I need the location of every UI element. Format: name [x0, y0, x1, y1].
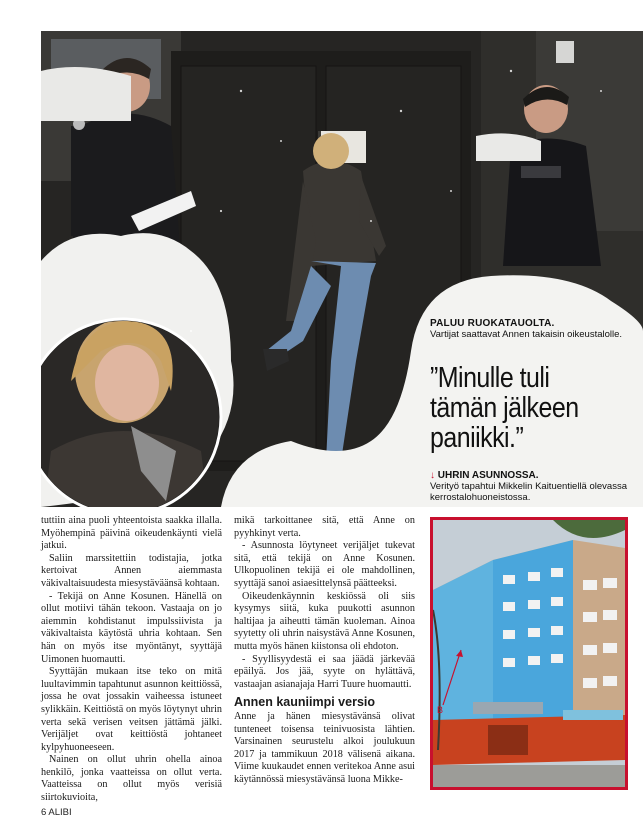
paragraph: mikä tarkoittanee sitä, että Anne on pyyhkinyt verta. [234, 515, 415, 539]
paragraph: - Asunnosta löytyneet verijäljet tukevat sitä, että tekijä on Anne Kosunen. Ulkopuolinen tekijä ei ole mahdollinen, syyttäjä sanoi asiaesittelynsä päätteeksi. [234, 540, 415, 589]
bottom-caption-text: Verityö tapahtui Mikkelin Kaituentiellä olevassa kerrostalohuoneistossa. [430, 481, 627, 503]
article-column-2 [234, 515, 415, 786]
subheading: Annen kauniimpi versio [234, 695, 376, 710]
hero-photo [41, 31, 643, 507]
bottom-caption [430, 470, 635, 503]
marker-label: B [437, 705, 444, 715]
paragraph: Syyttäjän mukaan itse teko on mitä luultavimmin tapahtunut asunnon keittiössä, jossa he ovat jossakin vaiheessa istuneet sylikkäin. Keittiöstä on myös löytynyt uhrin verta sekä verisen veitsen jättämä jälki. Verijäljet ovat keittiöstä johtaneet kylpyhuoneeseen. [41, 666, 222, 753]
top-caption [430, 318, 630, 340]
top-caption-text: Vartijat saattavat Annen takaisin oikeustalolle. [430, 329, 623, 340]
pull-quote: ”Minulle tuli tämän jälkeen paniikki.” [430, 362, 579, 454]
top-caption-title: PALUU RUOKATAUOLTA. [430, 318, 555, 329]
paragraph: tuttiin aina puoli yhteentoista saakka illalla. Myöhempinä päivinä oikeudenkäynti vielä jatkui. [41, 515, 222, 552]
bottom-caption-title: UHRIN ASUNNOSSA. [437, 470, 539, 481]
paragraph: Oikeudenkäynnin keskiössä oli siis kysymys siitä, kuka puukotti asunnon haltijaa ja aiheutti tämän kuoleman. Ainoa syytetty oli uhrin naisystävä Anne Kosunen, mutta myös hänen kiistonsa oli ehdoton. [234, 590, 415, 652]
paragraph: - Tekijä on Anne Kosunen. Hänellä on ollut motiivi tähän tekoon. Vastaaja on jo aiemmin kohdistanut impulssiivista ja väkivaltaista käytöstä uhria kohtaan. Sen hän on myös itse myöntänyt, syyttäjä Uimonen huomautti. [41, 590, 222, 665]
building-illustration [433, 520, 625, 787]
paragraph: Anne ja hänen miesystävänsä olivat tunteneet toisensa teinivuosista lähtien. Varsinainen seurustelu alkoi joulukuun 2017 ja tammikuun 2018 välisenä aikana. Viime kuukaudet ennen veritekoa Anne asui käytännössä miesystävänsä luona Mikke- [234, 710, 415, 785]
paragraph: Nainen on ollut uhrin ohella ainoa henkilö, jonka vaatteissa on ollut verta. Vaatteissa on ollut myös verisiä siirtokuvioita, [41, 754, 222, 804]
page-footer: 6 ALIBI [41, 807, 72, 818]
building-photo [430, 517, 628, 790]
paragraph: Saliin marssitettiin todistajia, jotka kertoivat Annen aiemmasta väkivaltaisuudesta miesystäväänsä kohtaan. [41, 552, 222, 589]
bottom-caption-title-row [430, 470, 635, 481]
down-arrow-icon: ↓ [430, 470, 435, 481]
article-column-1 [41, 515, 222, 805]
paragraph: - Syyllisyydestä ei saa jäädä järkevää epäilyä. Jos jää, syyte on hylättävä, vastaajan asianajaja Harri Tuure huomautti. [234, 653, 415, 690]
